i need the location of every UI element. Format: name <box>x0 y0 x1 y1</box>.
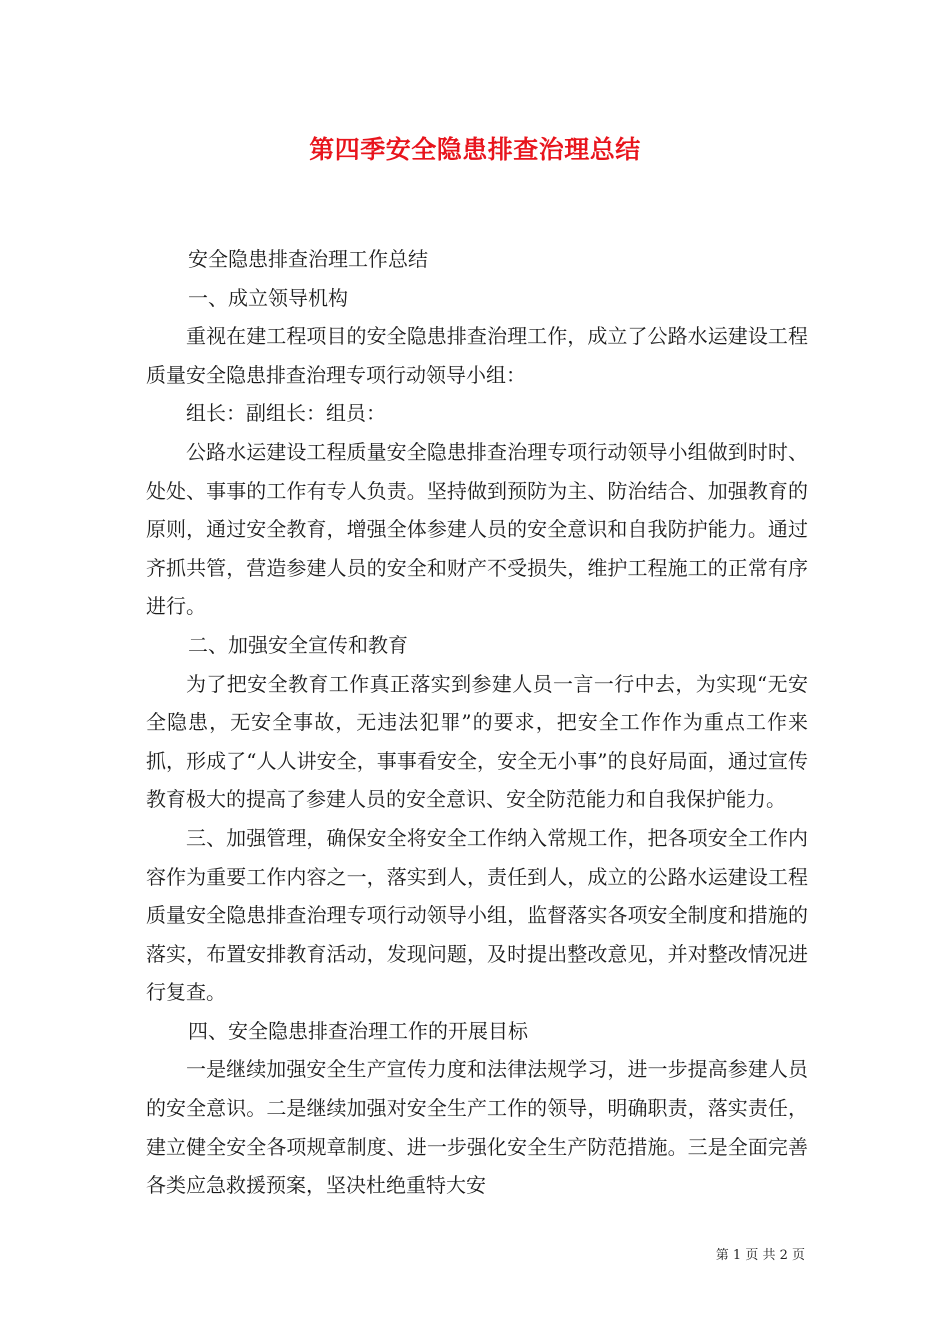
document-title: 第四季安全隐患排查治理总结 <box>309 135 641 164</box>
section-heading-4: 四、安全隐患排查治理工作的开展目标 <box>188 1018 528 1043</box>
page-number: 第 1 页 共 2 页 <box>715 1248 805 1263</box>
paragraph-section-3: 三、加强管理，确保安全将安全工作纳入常规工作，把各项安全工作内容作为重要工作内容之一，落实到人，责任到人，成立的公路水运建设工程质量安全隐患排查治理专项行动领导小组，监督落实各项安全制度和措施的落实，布置安排教育活动，发现问题，及时提出整改意见，并对整改情况进行复查。 <box>146 825 808 1005</box>
paragraph: 一是继续加强安全生产宣传力度和法律法规学习，进一步提高参建人员的安全意识。二是继续加强对安全生产工作的领导，明确职责，落实责任，建立健全安全各项规章制度、进一步强化安全生产防范措施。三是全面完善各类应急救援预案，坚决杜绝重特大安 <box>146 1057 808 1198</box>
paragraph: 重视在建工程项目的安全隐患排查治理工作，成立了公路水运建设工程质量安全隐患排查治理专项行动领导小组： <box>146 324 808 387</box>
paragraph: 公路水运建设工程质量安全隐患排查治理专项行动领导小组做到时时、处处、事事的工作有专人负责。坚持做到预防为主、防治结合、加强教育的原则，通过安全教育，增强全体参建人员的安全意识和自我防护能力。通过齐抓共管，营造参建人员的安全和财产不受损失，维护工程施工的正常有序进行。 <box>146 439 808 619</box>
section-heading-summary: 安全隐患排查治理工作总结 <box>188 247 428 271</box>
paragraph-members: 组长：副组长：组员： <box>186 401 386 426</box>
section-heading-2: 二、加强安全宣传和教育 <box>188 632 408 657</box>
document-body <box>146 240 808 1205</box>
paragraph: 为了把安全教育工作真正落实到参建人员一言一行中去，为实现“无安全隐患，无安全事故，无违法犯罪”的要求，把安全工作作为重点工作来抓，形成了“人人讲安全，事事看安全，安全无小事”的良好局面，通过宣传教育极大的提高了参建人员的安全意识、安全防范能力和自我保护能力。 <box>146 671 808 812</box>
section-heading-1: 一、成立领导机构 <box>188 285 348 310</box>
